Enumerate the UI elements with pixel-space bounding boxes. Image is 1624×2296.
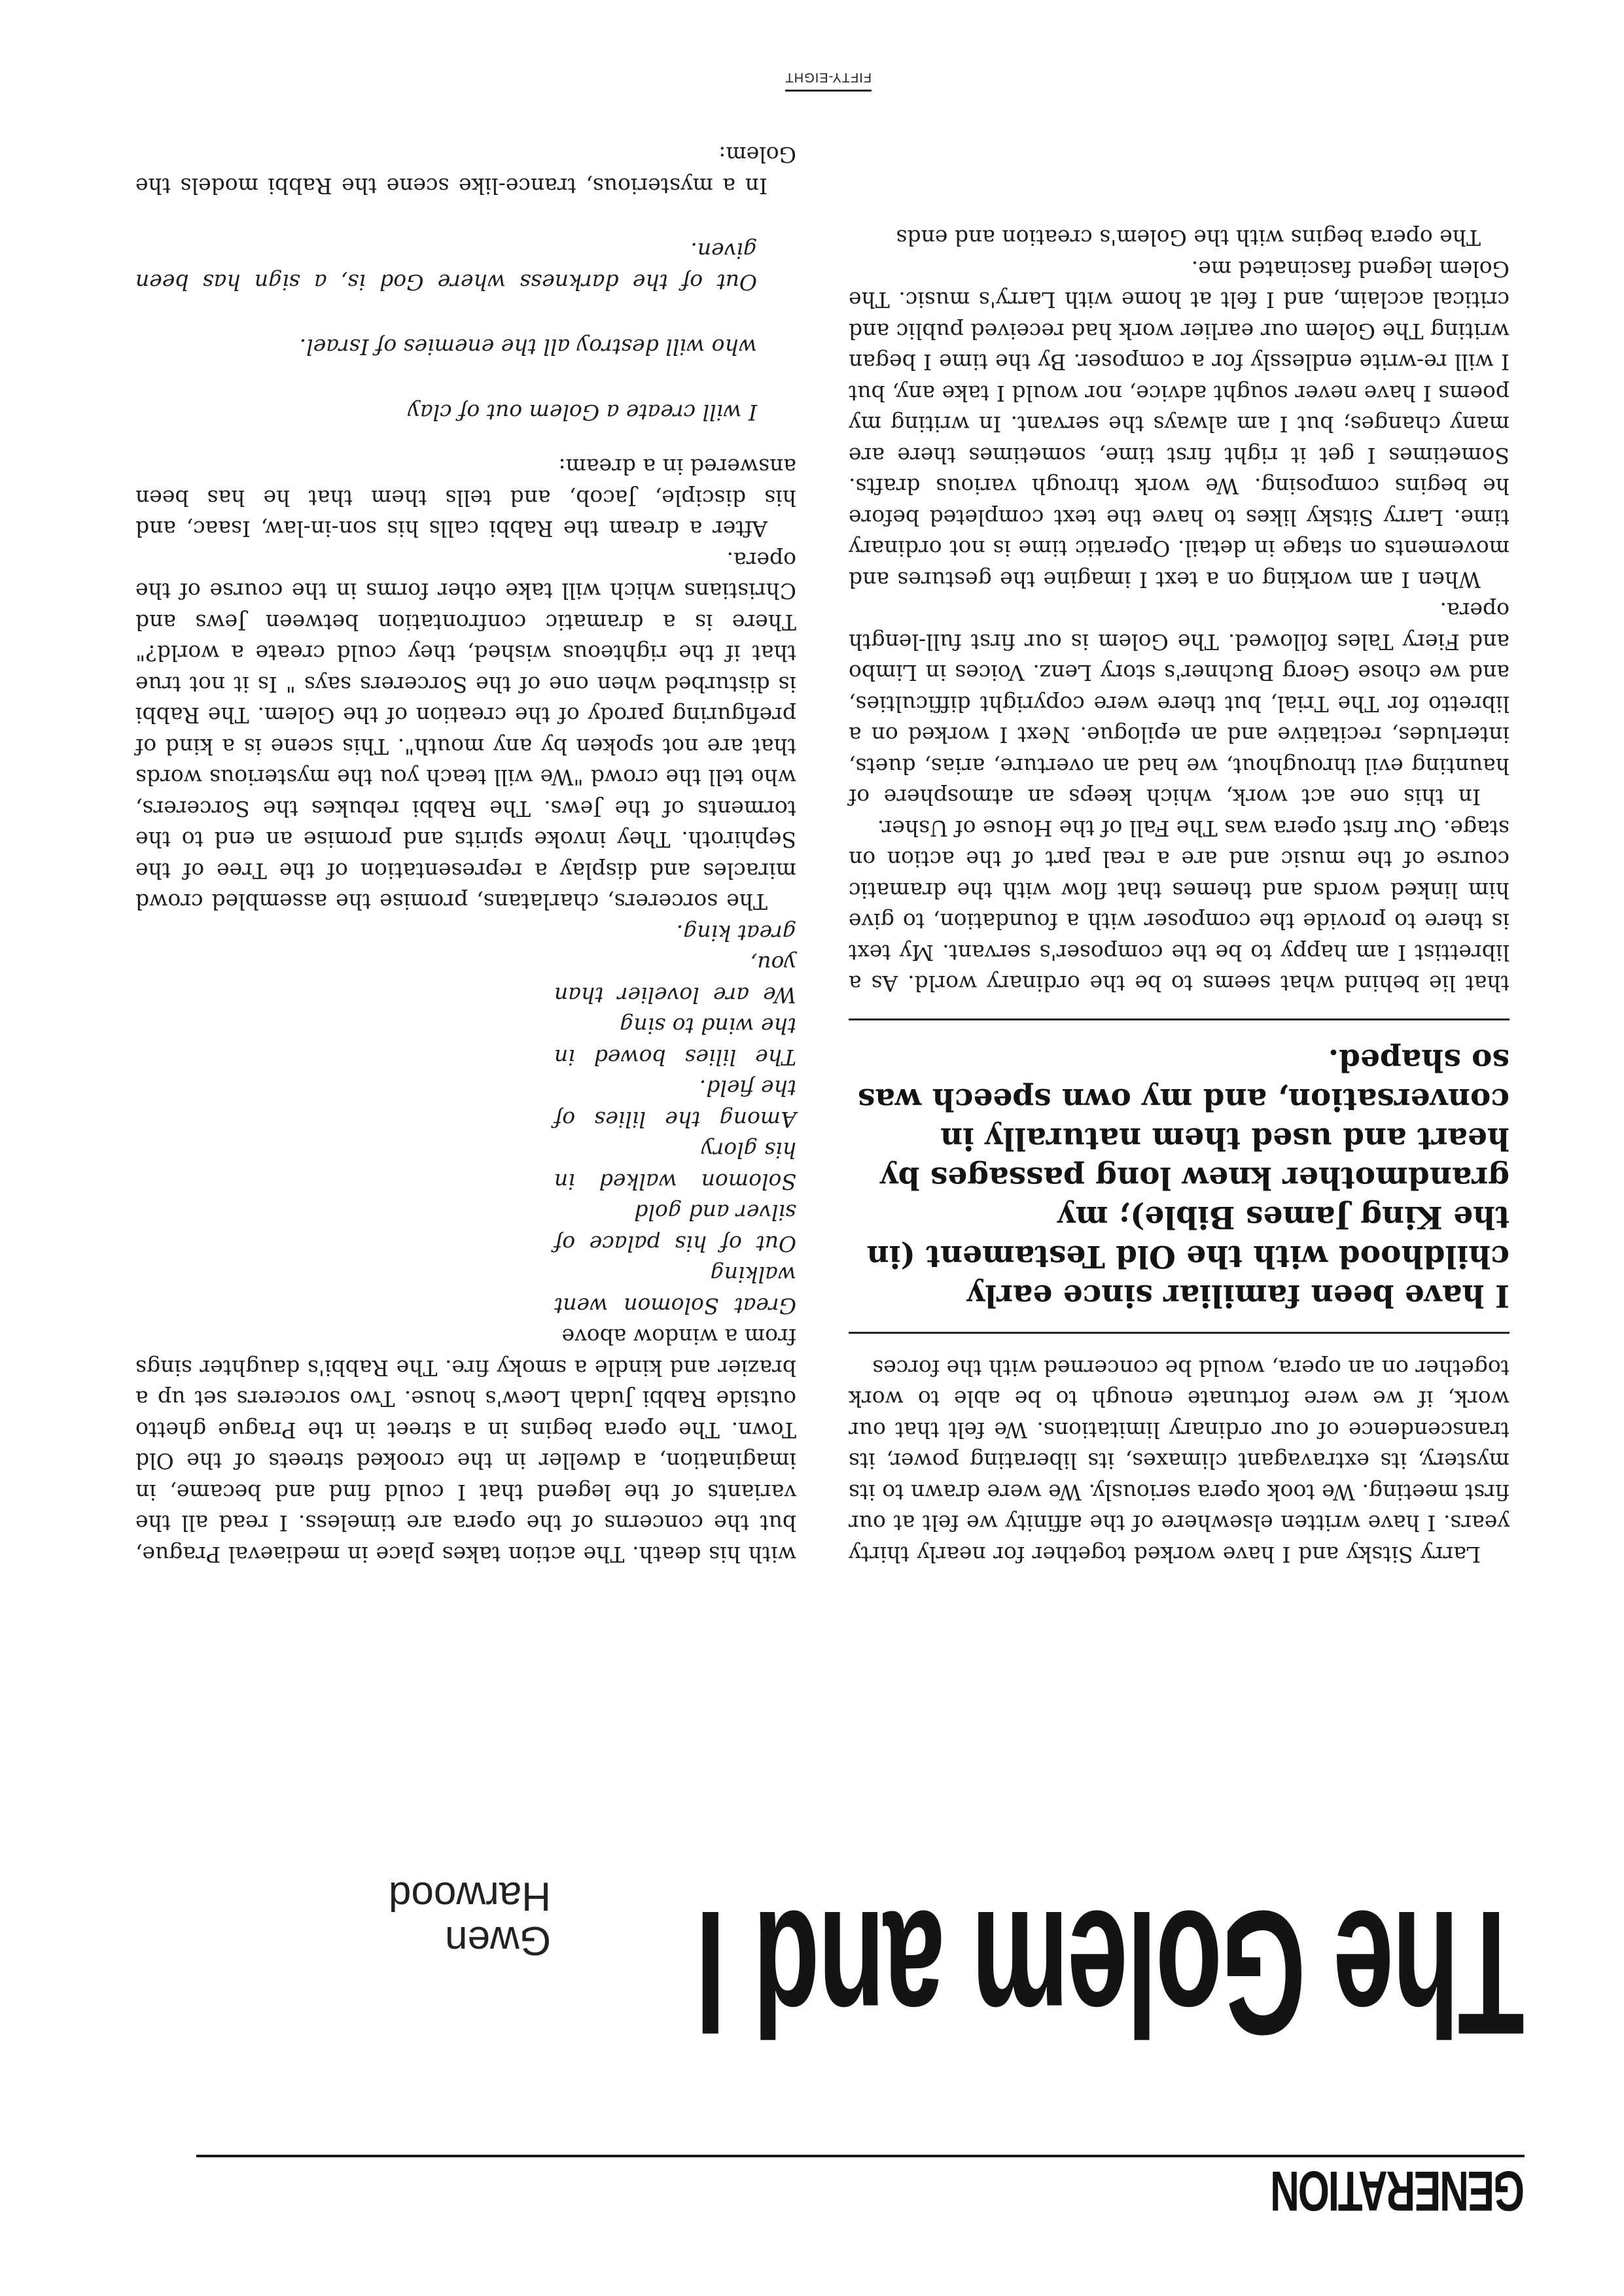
paragraph: that lie behind what seems to be the ordinary world. As a librettist I am happy to be the composer's servant. My text is there to provide the composer with a foundation, to give him linked words and themes that flow with the dramatic course of the music and are a real part of the action on stage. Our first opera was The Fall of the House of Usher.	[849, 816, 1509, 997]
verse-line: great king.	[676, 920, 796, 946]
author-last-name: Harwood	[388, 1873, 551, 1919]
verse-line: Out of the darkness where God is, a sign has been given.	[135, 238, 757, 295]
paragraph: The sorcerers, charlatans, promise the assembled crowd miracles and display a representation of the Tree of the Sephiroth. They invoke spirits and promise an end to the torments of the Jews. The Rabbi rebukes the Sorcerers, who tell the crowd "We will teach you the mysterious words that are not spoken by any mouth". This scene is a kind of prefiguring parody of the creation of the Golem. The Rabbi is disturbed when one of the Sorcerers says " Is it not true that if the righteous wished, they could create a world?" There is a dramatic confrontation between Jews and Christians which will take other forms in the course of the opera.	[135, 548, 796, 915]
left-column	[849, 222, 1509, 1570]
right-column	[135, 139, 796, 1570]
paragraph: Larry Sitsky and I have worked together for nearly thirty years. I have written elsewhere of the affinity we felt at our first meeting. We took opera seriously. We were drawn to its mystery, its extravagant climaxes, its liberating power, its transcendence of our ordinary limitations. We felt that our work, if we were fortunate enough to be able to work together on an opera, would be concerned with the forces	[849, 1355, 1509, 1567]
magazine-brand: GENERATION	[1271, 2159, 1525, 2222]
verse-line: Out of his palace of silver and gold	[554, 1200, 796, 1257]
verse-line: Great Solomon went walking	[554, 1262, 796, 1319]
author-byline	[276, 1873, 551, 1962]
paragraph: When I am working on a text I imagine the gestures and movements on stage in detail. Operatic time is not ordinary time. Larry Sitsky likes to have the text completed before he begins composing. We work through various drafts. Sometimes I get it right first time, sometimes there are many changes; but I am always the servant. In writing my poems I have never sought advice, nor would I take any, but I will re-write endlessly for a composer. By the time I began writing The Golem our earlier work had received public and critical acclaim, and I felt at home with Larry's music. The Golem legend fascinated me.	[849, 256, 1509, 593]
paragraph: with his death. The action takes place in mediaeval Prague, but the concerns of the opera are timeless. I read all the variants of the legend that I could find and became, in imagination, a dweller in the crooked streets of the Old Town. The opera begins in a street in the Prague ghetto outside Rabbi Judah Loew's house. Two sorcerers set up a brazier and kindle a smoky fire. The Rabbi's daughter sings from a window above	[135, 1324, 796, 1567]
verse-line: The lilies bowed in the wind to sing	[554, 1013, 796, 1070]
verse-line: who will destroy all the enemies of Israel.	[299, 334, 757, 360]
paragraph: In this one act work, which keeps an atmosphere of haunting evil throughout, we had an overture, arias, duets, interludes, recitative and an epilogue. Next I worked on a libretto for The Trial, but there were copyright difficulties, and we chose Georg Buchner's story Lenz. Voices in Limbo and Fiery Tales followed. The Golem is our first full-length opera.	[849, 598, 1509, 810]
paragraph: The opera begins with the Golem's creation and ends	[896, 225, 1481, 251]
verse-line: Solomon walked in his glory	[554, 1138, 796, 1194]
verse-line: I will create a Golem out of clay	[408, 400, 757, 425]
song-verse	[554, 918, 796, 1322]
author-first-name: Gwen	[445, 1918, 551, 1963]
page-number: FIFTY-EIGHT	[785, 69, 872, 92]
pull-quote: I have been familiar since early childhood with the Old Testament (in the King James Bible); my grandmother knew long passages by heart and used them naturally in conversation, and my own speech was so shaped.	[849, 1019, 1509, 1334]
verse-line: We are lovelier than you,	[554, 951, 796, 1008]
dream-verse	[135, 235, 757, 428]
masthead	[196, 2155, 1525, 2222]
paragraph: In a mysterious, trance-like scene the Rabbi models the Golem:	[135, 142, 796, 199]
article-title: The Golem and I	[697, 1874, 1525, 2071]
paragraph: After a dream the Rabbi calls his son-in-law, Isaac, and his disciple, Jacob, and tells them that he has been answered in a dream:	[135, 454, 796, 542]
verse-line: Among the lilies of the field.	[554, 1075, 796, 1132]
